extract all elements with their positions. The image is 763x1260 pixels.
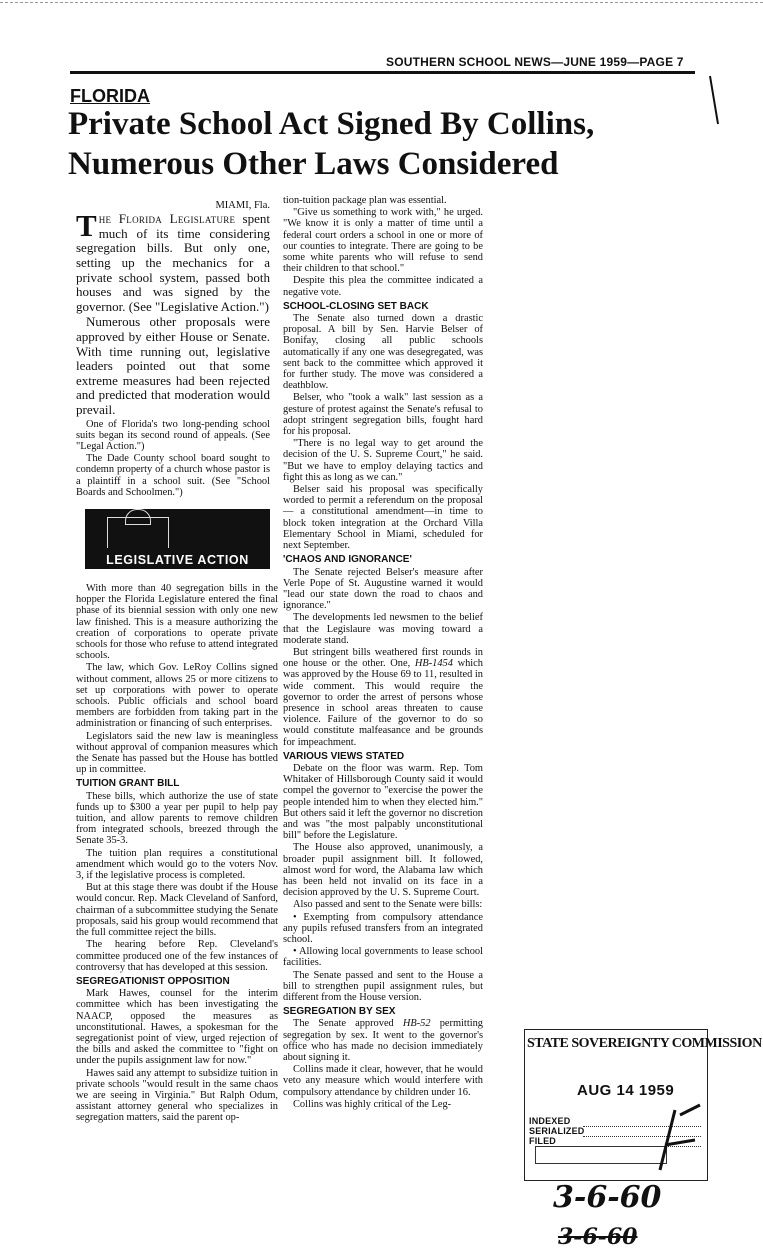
legislative-action-label: LEGISLATIVE ACTION (106, 553, 249, 567)
paragraph: "There is no legal way to get around the decision of the U. S. Supreme Court," he said. "But we have to employ delaying tactics and fight this as long as we can." (283, 438, 483, 483)
paragraph: With more than 40 segregation bills in the hopper the Florida Legislature entered the final phase of its biennial session with only one new law finished. This is a measure authorizing the creation of corporations to operate private schools for those who refuse to attend integrated schools. (76, 583, 278, 662)
paragraph: The Senate also turned down a drastic proposal. A bill by Sen. Harvie Belser of Bonifay, closing all public schools automatically if any one was desegregated, was sent back to the committee which approved it for further study. The move was considered a deathblow. (283, 313, 483, 392)
header-rule (70, 71, 695, 74)
stamp-serialized: SERIALIZED (529, 1126, 585, 1136)
paragraph: Hawes said any attempt to subsidize tuition in private schools "would result in the same chaos we are seeing in Virginia." But Ralph Odum, assistant attorney general who specializes in segregation matters, said the parent op- (76, 1067, 278, 1124)
paragraph (283, 647, 483, 748)
paragraph: The Senate passed and sent to the House a bill to strengthen pupil assignment rules, but different from the House version. (283, 969, 483, 1004)
paragraph: But at this stage there was doubt if the House would concur. Rep. Mack Cleveland of Sanford, chairman of a subcommittee studying the Senate proposals, said his group would recommend that the full committee reject the bills. (76, 882, 278, 939)
paragraph: Belser said his proposal was specifically worded to permit a referendum on the proposal — a constitutional amendment—in time to block token integration at the Orchard Villa Elementary School in Miami, scheduled for next September. (283, 484, 483, 552)
paragraph: One of Florida's two long-pending school suits began its second round of appeals. (See "Legal Action.") (76, 418, 270, 452)
headline (68, 104, 738, 184)
bill-number: HB-1454 (414, 658, 453, 670)
handwritten-date: 3-6-60 (553, 1180, 662, 1215)
commission-stamp (524, 1029, 762, 1181)
capitol-building-icon (107, 517, 169, 548)
paragraph: "Give us something to work with," he urged. "We know it is only a matter of time until a federal court orders a school in one or more of our counties to integrate. There are going to be some white parents who will refuse to send their children to that school." (283, 207, 483, 275)
paragraph: The hearing before Rep. Cleveland's committee produced one of the few instances of controversy that has developed at this session. (76, 939, 278, 973)
headline-line-2: Numerous Other Laws Considered (68, 146, 559, 182)
section-label: FLORIDA (70, 86, 150, 106)
drop-cap: T (76, 208, 97, 244)
text-run: permitting segregation by sex. It went to the governor's office who has made no decision immediately about signing it. (283, 1018, 483, 1064)
handwritten-mark-icon (645, 1100, 705, 1180)
column-1-top (76, 200, 270, 499)
text-run: But stringent bills weathered first rounds in one house or the other. One, (283, 646, 483, 670)
stamp-date: AUG 14 1959 (577, 1082, 675, 1099)
column-2 (283, 195, 483, 1111)
paragraph: Numerous other proposals were approved by either House or Senate. With time running out, legislative leaders pointed out that some extreme measures had been rejected and predicted that moderation would prevail. (76, 314, 270, 417)
bullet-item: • Allowing local governments to lease school facilities. (283, 946, 483, 969)
lead-rest: spent much of its time considering segregation bills. But only one, setting up the mechanics for a private school system, passed both houses and was signed by the governor. (See "Legislative Action.") (76, 211, 270, 314)
paragraph: The law, which Gov. LeRoy Collins signed without comment, allows 25 or more citizens to set up corporations with power to operate schools. Public officials and school board members are forbidden from taking part in the administration or financing of such enterprises. (76, 662, 278, 730)
paragraph: The Senate rejected Belser's measure after Verle Pope of St. Augustine warned it would "lead our state down the road to chaos and ignorance." (283, 566, 483, 612)
stamp-title: STATE SOVEREIGNTY COMMISSION (527, 1036, 762, 1051)
bullet-item: • Exempting from compulsory attendance any pupils refused transfers from an integrated school. (283, 911, 483, 945)
paragraph: Collins made it clear, however, that he would veto any measure which would interfere with compulsory attendance by children under 16. (283, 1064, 483, 1098)
paragraph: Belser, who "took a walk" last session as a gesture of protest against the Senate's refusal to adopt stringent segregation bills, fought hard for his proposal. (283, 392, 483, 438)
subhead-tuition: TUITION GRANT BILL (76, 778, 180, 790)
bill-number: HB-52 (402, 1018, 431, 1030)
stamp-indexed: INDEXED (529, 1116, 571, 1126)
paragraph: Legislators said the new law is meaningless without approval of companion measures which the Senate has passed but the House has bottled up in committee. (76, 730, 278, 776)
paragraph: Despite this plea the committee indicated a negative vote. (283, 275, 483, 298)
subhead-segregationist: SEGREGATIONIST OPPOSITION (76, 975, 230, 987)
column-1-bottom (76, 583, 278, 1125)
paragraph: Debate on the floor was warm. Rep. Tom Whitaker of Hillsborough County said it would compel the governor to "exercise the power the people intended him to when they elected him." But others said it left the governor no discretion and was "the most palpably unconstitutional bill" before the Legislature. (283, 762, 483, 842)
paragraph: Mark Hawes, counsel for the interim committee which has been investigating the NAACP, opposed the measures as unconstitutional. Hawes, a spokesman for the segregationist point of view, urged rejection of the bills and asked the committee to "fight on under the pupils assignment law for now." (76, 988, 278, 1067)
lead-paragraph (76, 208, 270, 314)
paragraph: tion-tuition package plan was essential. (283, 195, 447, 206)
stamp-filed: FILED (529, 1136, 556, 1146)
dateline: MIAMI, Fla. (215, 200, 270, 211)
subhead-views: VARIOUS VIEWS STATED (283, 750, 405, 762)
paragraph: Also passed and sent to the Senate were bills: (293, 899, 483, 911)
paragraph: Collins was highly critical of the Leg- (293, 1098, 452, 1110)
scan-edge-line (0, 2, 763, 3)
paragraph: These bills, which authorize the use of state funds up to $300 a year per pupil to help pay tuition, and allow parents to remove children from integrated schools, breezed through the Senate 35-3. (76, 790, 278, 847)
subhead-sex: SEGREGATION BY SEX (283, 1006, 396, 1018)
paragraph: The Dade County school board sought to condemn property of a church whose pastor is a plaintiff in a school suit. (See "School Boards and Schoolmen.") (76, 453, 270, 498)
legislative-action-banner (85, 509, 270, 569)
paragraph (283, 1018, 483, 1063)
headline-line-1: Private School Act Signed By Collins, (68, 106, 595, 142)
subhead-school-closing: SCHOOL-CLOSING SET BACK (283, 300, 429, 312)
text-run: which was approved by the House 69 to 11, resulted in wide comment. This would require the governor to order the arrest of persons whose presence in school areas threaten to cause violence. Failure of the governor to do so would constitute malfeasance and be grounds for impeachment. (283, 658, 483, 748)
paragraph: The developments led newsmen to the belief that the Legislaure was moving toward a moderate stand. (283, 612, 483, 646)
handwritten-crossed-date: 3-6-60 (558, 1224, 638, 1250)
margin-mark-icon (706, 72, 736, 132)
text-run: The Senate approved (293, 1018, 403, 1030)
subhead-chaos: 'CHAOS AND IGNORANCE' (283, 554, 412, 566)
running-head: SOUTHERN SCHOOL NEWS—JUNE 1959—PAGE 7 (386, 55, 684, 69)
paragraph: The tuition plan requires a constitutional amendment which would go to the voters Nov. 3, if the legislative process is completed. (76, 847, 278, 882)
lead-smallcaps: he Florida Legislature (98, 211, 236, 227)
paragraph: The House also approved, unanimously, a broader pupil assignment bill. It followed, almost word for word, the Alabama law which has been held not invalid on its face in a decision approved by the U. S. Supreme Court. (283, 842, 483, 899)
